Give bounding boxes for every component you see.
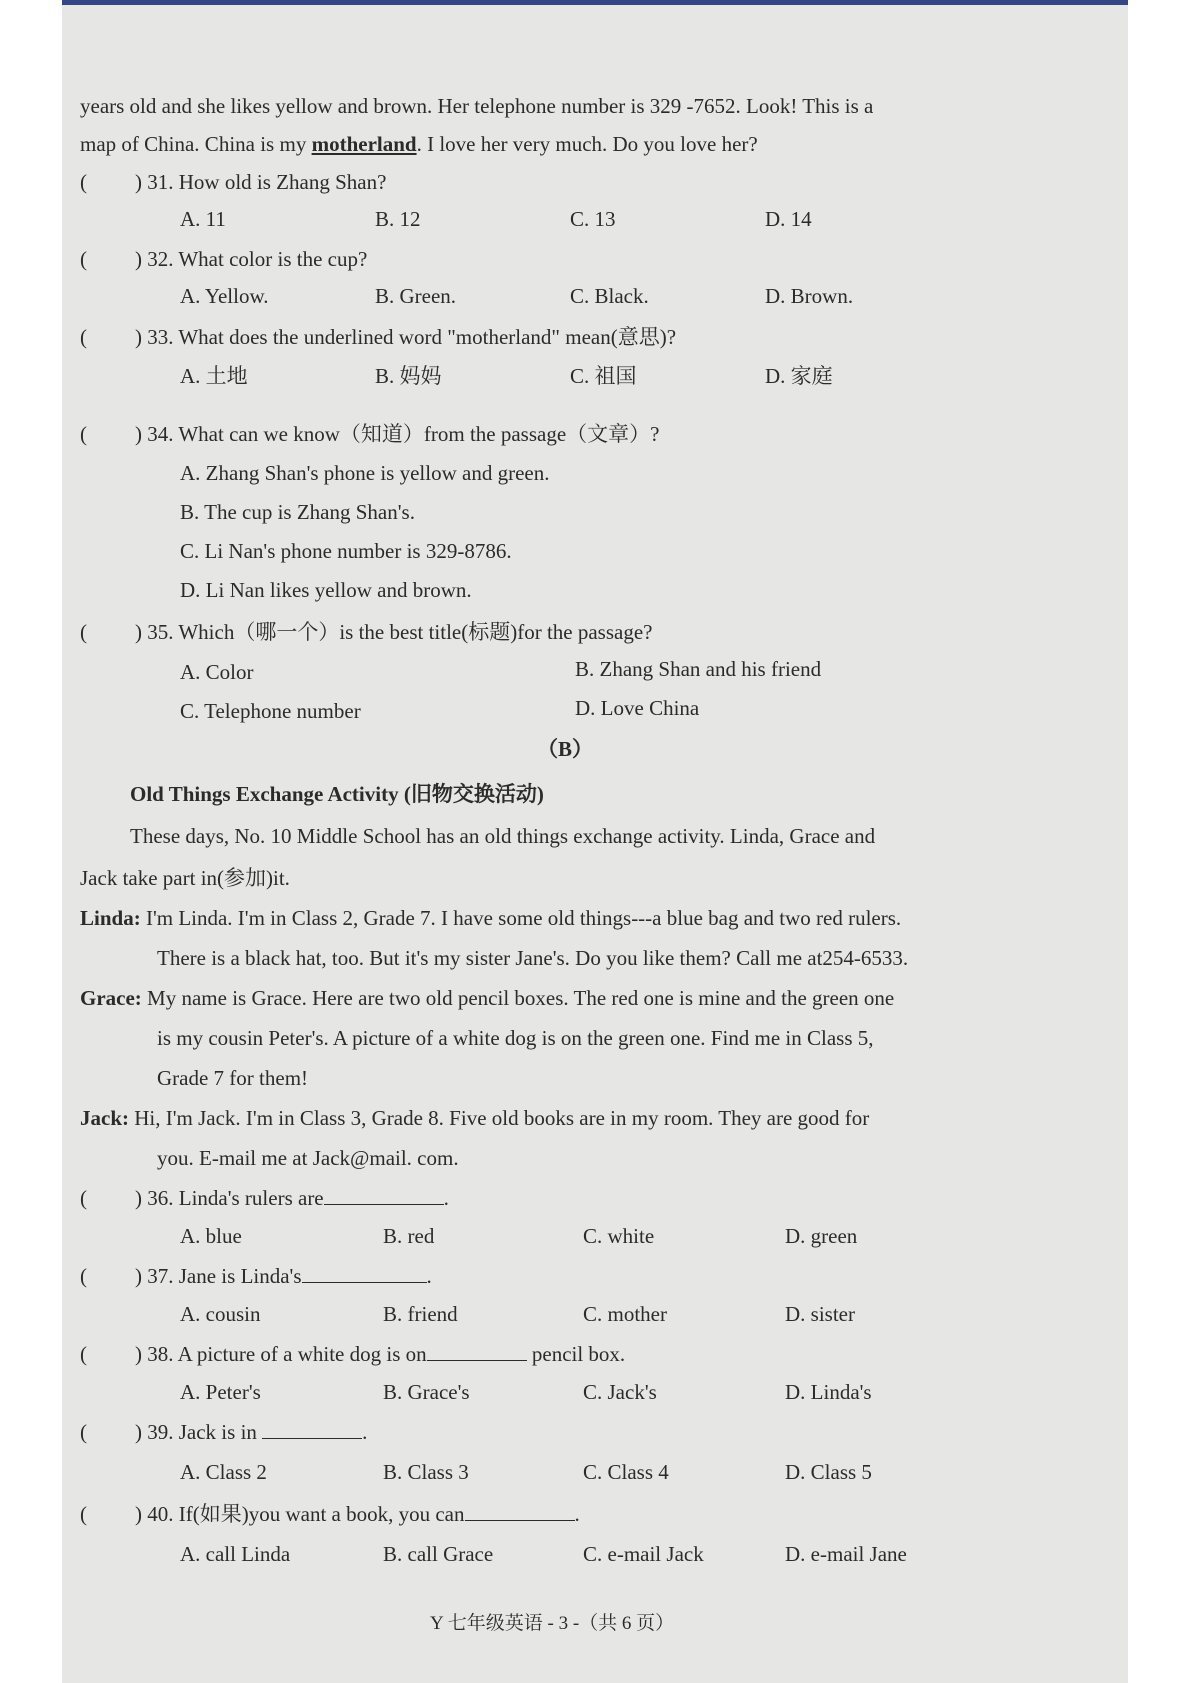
- option-b[interactable]: B. call Grace: [383, 1542, 494, 1566]
- speaker-name: Linda:: [80, 906, 141, 930]
- passage-line: map of China. China is my motherland. I love her very much. Do you love her?: [80, 132, 758, 156]
- passage-line: Jack take part in(参加)it.: [80, 866, 290, 890]
- option-b[interactable]: B. Green.: [375, 284, 457, 308]
- option-c[interactable]: C. white: [583, 1224, 655, 1248]
- right-margin: [1128, 0, 1190, 1683]
- question-stem: ) 33. What does the underlined word "motherland" mean(意思)?: [135, 325, 677, 349]
- option-c[interactable]: C. Class 4: [583, 1460, 669, 1484]
- option-b[interactable]: B. red: [383, 1224, 435, 1248]
- option-a[interactable]: A. Peter's: [180, 1380, 261, 1404]
- underlined-word: motherland: [311, 132, 417, 156]
- passage-line: Jack: Hi, I'm Jack. I'm in Class 3, Grade 8. Five old books are in my room. They are good for: [80, 1106, 870, 1130]
- passage-line: Linda: I'm Linda. I'm in Class 2, Grade 7. I have some old things---a blue bag and two red rulers.: [80, 906, 902, 930]
- answer-blank[interactable]: [302, 1264, 427, 1283]
- passage-title: Old Things Exchange Activity (旧物交换活动): [130, 782, 544, 806]
- answer-paren[interactable]: (: [80, 1420, 87, 1444]
- option-a[interactable]: A. Class 2: [180, 1460, 267, 1484]
- option-d[interactable]: D. 14: [765, 207, 812, 231]
- option-a[interactable]: A. Zhang Shan's phone is yellow and green.: [180, 461, 550, 485]
- question-stem: ) 32. What color is the cup?: [135, 247, 368, 271]
- option-b[interactable]: B. The cup is Zhang Shan's.: [180, 500, 415, 524]
- answer-paren[interactable]: (: [80, 170, 87, 194]
- question-stem: ) 34. What can we know（知道）from the passage（文章）?: [135, 422, 660, 446]
- option-a[interactable]: A. 11: [180, 207, 226, 231]
- speaker-name: Jack:: [80, 1106, 129, 1130]
- option-a[interactable]: A. Color: [180, 660, 254, 684]
- question-stem: ) 39. Jack is in .: [135, 1420, 368, 1444]
- question-stem: ) 37. Jane is Linda's .: [135, 1264, 432, 1288]
- option-a[interactable]: A. blue: [180, 1224, 242, 1248]
- question-stem: ) 36. Linda's rulers are .: [135, 1186, 449, 1210]
- option-b[interactable]: B. friend: [383, 1302, 458, 1326]
- option-b[interactable]: B. Grace's: [383, 1380, 470, 1404]
- passage-line: Grade 7 for them!: [157, 1066, 309, 1090]
- option-a[interactable]: A. 土地: [180, 364, 248, 388]
- answer-paren[interactable]: (: [80, 422, 87, 446]
- option-c[interactable]: C. Black.: [570, 284, 649, 308]
- answer-paren[interactable]: (: [80, 1502, 87, 1526]
- question-stem: ) 35. Which（哪一个）is the best title(标题)for the passage?: [135, 620, 653, 644]
- section-heading: （B）: [537, 737, 594, 761]
- answer-blank[interactable]: [262, 1420, 362, 1439]
- option-d[interactable]: D. sister: [785, 1302, 855, 1326]
- answer-paren[interactable]: (: [80, 325, 87, 349]
- question-stem: ) 31. How old is Zhang Shan?: [135, 170, 387, 194]
- option-d[interactable]: D. Love China: [575, 696, 700, 720]
- question-stem: ) 38. A picture of a white dog is on pencil box.: [135, 1342, 626, 1366]
- option-a[interactable]: A. cousin: [180, 1302, 261, 1326]
- option-b[interactable]: B. Zhang Shan and his friend: [575, 657, 822, 681]
- speaker-name: Grace:: [80, 986, 142, 1010]
- option-d[interactable]: D. e-mail Jane: [785, 1542, 907, 1566]
- option-d[interactable]: D. Class 5: [785, 1460, 872, 1484]
- passage-line: you. E-mail me at Jack@mail. com.: [157, 1146, 459, 1170]
- option-b[interactable]: B. 12: [375, 207, 421, 231]
- passage-line: There is a black hat, too. But it's my sister Jane's. Do you like them? Call me at254-6533.: [157, 946, 909, 970]
- left-margin: [0, 0, 62, 1683]
- option-d[interactable]: D. Li Nan likes yellow and brown.: [180, 578, 472, 602]
- option-a[interactable]: A. call Linda: [180, 1542, 291, 1566]
- page-footer: Y 七年级英语 - 3 -（共 6 页）: [430, 1613, 675, 1634]
- passage-line: years old and she likes yellow and brown. Her telephone number is 329 -7652. Look! This is a: [80, 94, 874, 118]
- answer-paren[interactable]: (: [80, 620, 87, 644]
- answer-blank[interactable]: [427, 1342, 527, 1361]
- option-d[interactable]: D. Linda's: [785, 1380, 872, 1404]
- option-c[interactable]: C. Telephone number: [180, 699, 361, 723]
- option-c[interactable]: C. 祖国: [570, 364, 637, 388]
- option-c[interactable]: C. Jack's: [583, 1380, 657, 1404]
- option-d[interactable]: D. green: [785, 1224, 858, 1248]
- answer-blank[interactable]: [324, 1186, 444, 1205]
- option-c[interactable]: C. mother: [583, 1302, 667, 1326]
- option-d[interactable]: D. Brown.: [765, 284, 854, 308]
- answer-paren[interactable]: (: [80, 1186, 87, 1210]
- answer-paren[interactable]: (: [80, 247, 87, 271]
- passage-line: is my cousin Peter's. A picture of a white dog is on the green one. Find me in Class 5,: [157, 1026, 874, 1050]
- answer-blank[interactable]: [465, 1502, 575, 1521]
- option-a[interactable]: A. Yellow.: [180, 284, 269, 308]
- passage-line: These days, No. 10 Middle School has an old things exchange activity. Linda, Grace and: [130, 824, 876, 848]
- option-b[interactable]: B. Class 3: [383, 1460, 469, 1484]
- option-c[interactable]: C. Li Nan's phone number is 329-8786.: [180, 539, 512, 563]
- answer-paren[interactable]: (: [80, 1264, 87, 1288]
- question-stem: ) 40. If(如果)you want a book, you can .: [135, 1502, 580, 1526]
- answer-paren[interactable]: (: [80, 1342, 87, 1366]
- passage-line: Grace: My name is Grace. Here are two old pencil boxes. The red one is mine and the green one: [80, 986, 895, 1010]
- option-d[interactable]: D. 家庭: [765, 364, 833, 388]
- option-b[interactable]: B. 妈妈: [375, 364, 442, 388]
- option-c[interactable]: C. e-mail Jack: [583, 1542, 704, 1566]
- option-c[interactable]: C. 13: [570, 207, 616, 231]
